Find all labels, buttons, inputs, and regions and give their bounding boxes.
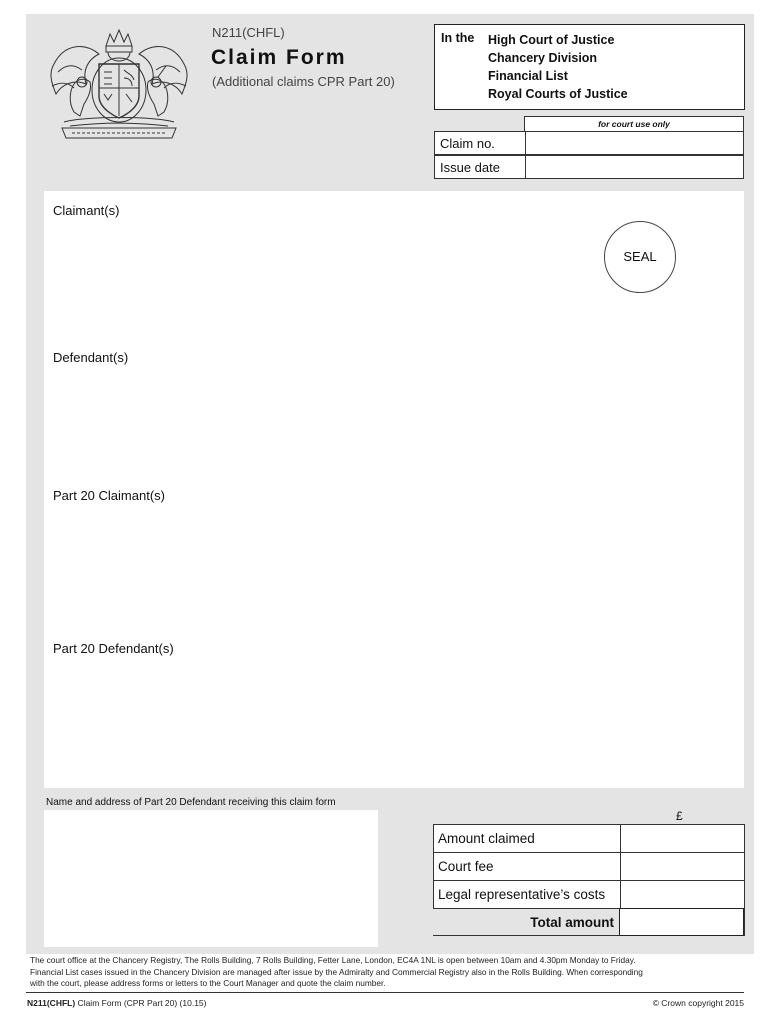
amount-claimed-row xyxy=(433,824,745,852)
court-office-note-line: Financial List cases issued in the Chancery Division are managed after issue by the Admiralty and Commercial Registry also in the Rolls Building. When corresponding xyxy=(30,966,643,977)
royal-coat-of-arms-icon xyxy=(44,24,194,142)
currency-symbol: £ xyxy=(676,809,683,823)
court-office-note-line: with the court, please address forms or letters to the Court Manager and quote the claim number. xyxy=(30,978,386,988)
form-subtitle: (Additional claims CPR Part 20) xyxy=(212,74,395,89)
parties-panel[interactable] xyxy=(44,191,744,788)
issue-date-row xyxy=(434,155,744,179)
legal-costs-label: Legal representative’s costs xyxy=(438,887,606,902)
copyright-notice: © Crown copyright 2015 xyxy=(652,998,744,1008)
in-the-label: In the xyxy=(441,31,475,45)
court-use-header: for court use only xyxy=(524,116,744,132)
court-line-list: Financial List xyxy=(488,69,568,83)
court-name-lines xyxy=(488,31,628,103)
legal-costs-field[interactable] xyxy=(620,880,745,908)
court-line-high-court: High Court of Justice xyxy=(488,33,615,47)
total-amount-row xyxy=(433,908,745,936)
court-fee-row xyxy=(433,852,745,880)
footer-divider xyxy=(26,992,744,993)
court-office-note-line: The court office at the Chancery Registry, The Rolls Building, 7 Rolls Building, Fetter Lane, London, EC4A 1NL is open between 10am and 4.30pm Monday to Friday. xyxy=(30,955,636,965)
claimants-label: Claimant(s) xyxy=(53,203,120,218)
form-code: N211(CHFL) xyxy=(212,25,285,40)
amount-claimed-field[interactable] xyxy=(620,824,745,852)
amounts-table xyxy=(433,824,745,936)
total-amount-label: Total amount xyxy=(530,915,614,930)
amount-claimed-label: Amount claimed xyxy=(438,831,535,846)
part20-claimants-label: Part 20 Claimant(s) xyxy=(53,488,165,503)
issue-date-label: Issue date xyxy=(440,160,500,175)
seal-circle: SEAL xyxy=(604,221,676,293)
court-line-division: Chancery Division xyxy=(488,51,598,65)
part20-defendants-label: Part 20 Defendant(s) xyxy=(53,641,174,656)
defendants-label: Defendant(s) xyxy=(53,350,129,365)
court-line-location: Royal Courts of Justice xyxy=(488,87,628,101)
total-amount-field[interactable] xyxy=(619,908,744,936)
court-fee-label: Court fee xyxy=(438,859,494,874)
address-field[interactable] xyxy=(44,810,378,947)
court-name-box xyxy=(434,24,745,110)
court-fee-field[interactable] xyxy=(620,852,745,880)
address-label: Name and address of Part 20 Defendant receiving this claim form xyxy=(46,797,336,808)
claim-no-label: Claim no. xyxy=(440,136,495,151)
legal-costs-row xyxy=(433,880,745,908)
form-reference-text: Claim Form (CPR Part 20) (10.15) xyxy=(75,998,207,1008)
form-reference xyxy=(27,998,207,1008)
claim-no-row xyxy=(434,131,744,155)
claim-no-field[interactable] xyxy=(525,132,744,154)
form-title: Claim Form xyxy=(211,46,347,69)
form-reference-code: N211(CHFL) xyxy=(27,998,76,1008)
court-use-table xyxy=(434,116,744,180)
court-office-note xyxy=(30,955,750,990)
issue-date-field[interactable] xyxy=(525,156,744,178)
